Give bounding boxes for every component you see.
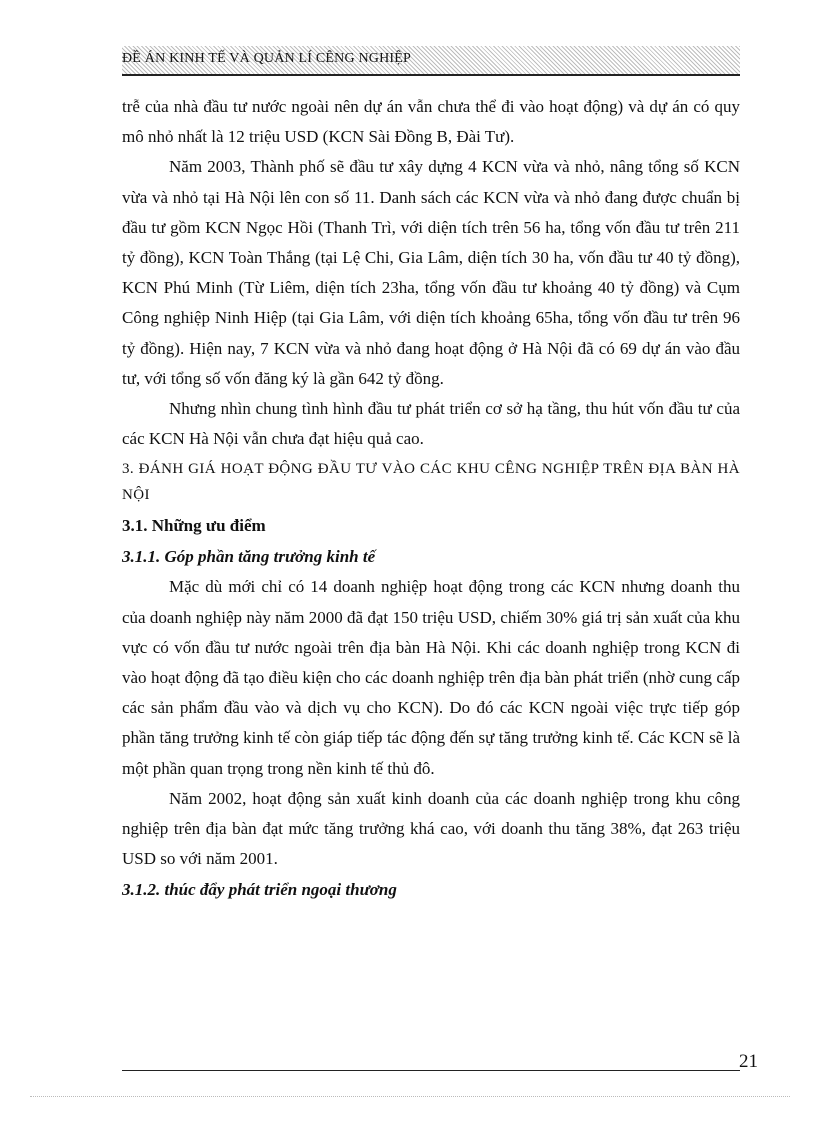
paragraph-2: Năm 2003, Thành phố sẽ đầu tư xây dựng 4 KCN vừa và nhỏ, nâng tổng số KCN vừa và nhỏ tại Hà Nội lên con số 11. Danh sách các KCN vừa và nhỏ đang được chuẩn bị đầu tư gồm KCN Ngọc Hồi (Thanh Trì, với diện tích trên 56 ha, tổng vốn đầu tư trên 211 tỷ đồng), KCN Toàn Thắng (tại Lệ Chi, Gia Lâm, diện tích 30 ha, vốn đầu tư 40 tỷ đồng), KCN Phú Minh (Từ Liêm, diện tích 23ha, tổng vốn đầu tư khoảng 40 tỷ đồng) và Cụm Công nghiệp Ninh Hiệp (tại Gia Lâm, với diện tích khoảng 65ha, tổng vốn đầu tư trên 96 tỷ đồng). Hiện nay, 7 KCN vừa và nhỏ đang hoạt động ở Hà Nội đã có 69 dự án vào đầu tư, với tổng số vốn đăng ký là gần 642 tỷ đồng. [122, 157, 740, 388]
section-heading-3: 3. ĐÁNH GIÁ HOẠT ĐỘNG ĐẦU TƯ VÀO CÁC KHU CÊNG NGHIỆP TRÊN ĐỊA BÀN HÀ NỘI [122, 461, 740, 504]
page-header [122, 46, 740, 76]
footer-rule [122, 1070, 740, 1071]
page-number: 21 [739, 1051, 758, 1072]
section-heading-3-1-1: 3.1.1. Góp phần tăng trưởng kinh tế [122, 547, 376, 567]
section-heading-3-1-2: 3.1.2. thúc đẩy phát triển ngoại thương [122, 880, 397, 900]
paragraph-1: trễ của nhà đầu tư nước ngoài nên dự án vẫn chưa thể đi vào hoạt động) và dự án có quy mô nhỏ nhất là 12 triệu USD (KCN Sài Đồng B, Đài Tư). [122, 97, 740, 147]
header-title: ĐỀ ÁN KINH TẾ VÀ QUẢN LÍ CÊNG NGHIỆP [122, 51, 411, 66]
paragraph-3: Nhưng nhìn chung tình hình đầu tư phát triển cơ sở hạ tầng, thu hút vốn đầu tư của các KCN Hà Nội vẫn chưa đạt hiệu quả cao. [122, 399, 740, 449]
section-heading-3-1: 3.1. Những ưu điểm [122, 516, 266, 536]
page-bottom-border [30, 1096, 790, 1097]
paragraph-4: Mặc dù mới chỉ có 14 doanh nghiệp hoạt động trong các KCN nhưng doanh thu của doanh nghiệp này năm 2000 đã đạt 150 triệu USD, chiếm 30% giá trị sản xuất của khu vực có vốn đầu tư nước ngoài trên địa bàn Hà Nội. Khi các doanh nghiệp trong KCN đi vào hoạt động đã tạo điều kiện cho các doanh nghiệp trên địa bàn phát triển (nhờ cung cấp các sản phẩm đầu vào và dịch vụ cho KCN). Do đó các KCN ngoài việc trực tiếp góp phần tăng trưởng kinh tế còn giáp tiếp tác động đến sự tăng trưởng kinh tế. Các KCN sẽ là một phần quan trọng trong nền kinh tế thủ đô. [122, 577, 740, 778]
paragraph-5: Năm 2002, hoạt động sản xuất kinh doanh của các doanh nghiệp trong khu công nghiệp trên địa bàn đạt mức tăng trưởng khá cao, với doanh thu tăng 38%, đạt 263 triệu USD so với năm 2001. [122, 788, 740, 869]
document-body [122, 92, 740, 905]
